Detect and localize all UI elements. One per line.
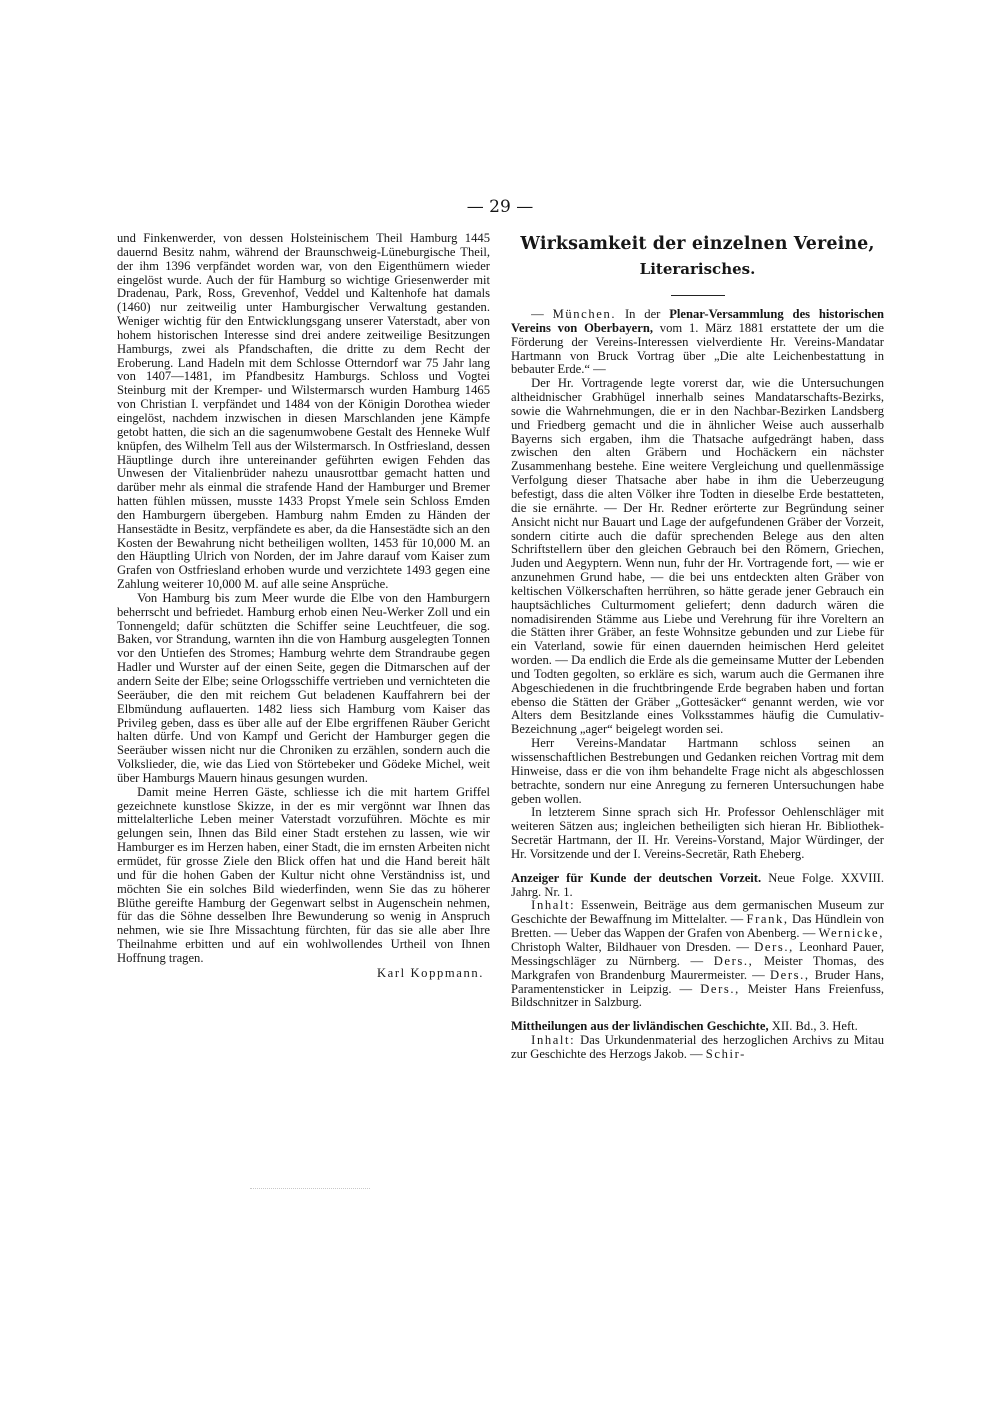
contents-text: Leonhard Pauer, Messingschläger zu Nürnberg. — xyxy=(511,939,884,968)
author-name: Schir- xyxy=(705,1046,746,1061)
mittheilungen-heading xyxy=(511,1020,884,1034)
contents-text: Meister Hans Freienfuss, Bildschnitzer in Salzburg. xyxy=(511,981,884,1010)
mittheilungen-contents xyxy=(511,1034,884,1062)
author-signature: Karl Koppmann. xyxy=(376,965,484,980)
meeting-name: Plenar-Versammlung des historischen Vereins von Oberbayern, xyxy=(511,307,884,335)
contents-text: Meister Thomas, des Markgrafen von Brandenburg Maurermeister. — xyxy=(511,953,884,982)
left-paragraph-2: Von Hamburg bis zum Meer wurde die Elbe von den Hamburgern beherrscht und befriedet. Hamburg erhob einen Neu-Werker Zoll und ein Tonnengeld; dafür schützten die Schiffer seine Leuchtfeuer, die sog. Baken, vor Strandung, warnten ihn die von Hamburg ausgelegten Tonnen vor den Untiefen des Stromes; Hamburg wehrte dem Strandraube gegen Hadler und Wurster auf der einen Seite, gegen die Ditmarschen auf der andern Seite der Elbe; seine Orlogsschiffe vertrieben und vernichteten die Seeräuber, die den mit reichem Gut beladenen Kauffahrern bei der Elbmündung auflauerten. 1482 liess sich Hamburg vom Kaiser das Privileg geben, dass es über alle auf der Elbe ergriffenen Räuber Gericht halten dürfe. Und von Kampf und Gericht der Hamburger gegen die Seeräuber wissen nicht nur die Chroniken zu erzählen, sondern auch die Volkslieder, die, wie das Lied von Störtebeker und Gödeke Michel, weit über Hamburgs Mauern hinaus gesungen wurden. xyxy=(117,590,490,785)
munich-report xyxy=(511,308,884,377)
munich-text: In der xyxy=(616,307,670,321)
author-name: Frank, xyxy=(746,912,789,927)
contents-text: Das Urkundenmaterial des herzoglichen Archivs zu Mitau zur Geschichte des Herzogs Jakob. — xyxy=(511,1033,884,1061)
contents-text: Bruder Hans, Paramentensticker in Leipzig. — xyxy=(511,967,884,996)
author-name: Ders., xyxy=(754,939,794,954)
page-number: — 29 — xyxy=(466,197,534,217)
anzeiger-heading xyxy=(511,872,884,900)
anzeiger-contents xyxy=(511,899,884,1010)
author-name: Ders., xyxy=(713,953,754,968)
anzeiger-title: Anzeiger für Kunde der deutschen Vorzeit. xyxy=(511,870,762,885)
divider xyxy=(250,1188,370,1189)
contents-label: Inhalt: xyxy=(531,898,576,913)
author-name: Ders., xyxy=(700,981,740,996)
mittheilungen-issue: XII. Bd., 3. Heft. xyxy=(768,1019,858,1034)
left-paragraph-3: Damit meine Herren Gäste, schliesse ich die mit hartem Griffel gezeichnete kunstlose Skizze, in der es mir vergönnt war Ihnen das mittelalterliche Leben meiner Vaterstadt vorzuführen. Möchte es mir gelungen sein, Ihnen das Bild einer Stadt erstehen zu lassen, wie wir Hamburger es im Herzen haben, einer Stadt, die im ernsten Arbeiten nicht ermüdet, für grosse Ziele den Blick offen hat und die Hand bereit hält und für die hohen Gaben der Kultur nicht ohne Verständniss ist, und möchten Sie ein solches Bild wiederfinden, wenn Sie das zu höherer Blüthe gereifte Hamburg der Gegenwart selbst in Augenschein nehmen, für das die Söhne desselben Ihre Bewunderung so wenig in Anspruch nehmen, wie sie Ihre Missachtung fürchten, für das sie alle aber Ihre Theilnahme erbitten und auf ein wohlwollendes Urtheil von Ihnen Hoffnung tragen. xyxy=(117,784,490,965)
author-name: Wernicke, xyxy=(818,926,884,941)
right-paragraph-3: Herr Vereins-Mandatar Hartmann schloss seinen an wissenschaftlichen Bestrebungen und Gedanken reichen Vortrag mit dem Hinweise, dass er die von ihm behandelte Frage nicht als abgeschlossen betrachte, sondern nur eine Anregung zu ferneren Untersuchungen habe geben wollen. xyxy=(511,736,884,806)
mittheilungen-title: Mittheilungen aus der livländischen Geschichte, xyxy=(511,1019,769,1034)
section-title: Wirksamkeit der einzelnen Vereine, xyxy=(520,234,875,254)
contents-text: Essenwein, Beiträge aus dem germanischen Museum zur Geschichte der Bewaffnung im Mittelalter. — xyxy=(511,898,884,927)
right-column xyxy=(511,232,884,1062)
right-paragraph-2: Der Hr. Vortragende legte vorerst dar, wie die Untersuchungen altheidnischer Grabhügel innerhalb seines Mandatarschafts-Bezirks, sowie die Wahrnehmungen, die er in den Nachbar-Bezirken Landsberg und Friedberg gemacht und die in ähnlicher Weise auch ausserhalb Bayerns sich ergaben, ihm die Thatsache aufgedrängt haben, dass zwischen den alten Gräbern und Hochäckern ein nächster Zusammenhang bestehe. Eine weitere Vergleichung und quellenmässige Verfolgung dieser Thatsache aber habe in ihm die Ueberzeugung befestigt, dass die alten Völker ihre Todten in dieselbe Erde bestatteten, die sie ernährte. — Der Hr. Redner erörterte zur Begründung seiner Ansicht nicht nur Bauart und Lage der aufgefundenen Gräber der Vorzeit, sondern citirte auch die dafür sprechenden Belege aus den alten Schriftstellern über den gleichen Gebrauch bei den Römern, Griechen, Juden und Aegyptern. Wenn nun, fuhr der Hr. Vortragende fort, — wie er anzunehmen Grund habe, — die bei uns entdeckten alten Gräber von keltischen Völkerschaften herrühren, so hätte gerade jener Gebrauch ein hauptsächliches Culturmoment geliefert; denn dadurch wären die nomadisirenden Stämme aus Liebe und Verehrung für ihre Voreltern an die Stätten ihrer Gräber, an feste Wohnsitze gebunden und zur Liebe für ein Vaterland, sowie für einen dauernden heimischen Herd geleitet worden. — Da endlich die Erde als die gemeinsame Mutter der Lebenden und Todten gegolten, so erkläre es sich, warum auch die Germanen ihre Abgeschiedenen in die fruchtbringende Erde begraben haben und fortan ebenso die Stätten der Gräber „Gottesäcker“ genannt werden, wie vor Alters dem Besitzlande eines Volksstammes häufig die Cumulativ-Bezeichnung „ager“ beigelegt worden sei. xyxy=(511,376,884,737)
left-column xyxy=(117,232,490,981)
munich-dash: — xyxy=(531,307,553,321)
left-paragraph-1: und Finkenwerder, von dessen Holsteinischem Theil Hamburg 1445 dauernd Besitz nahm, während der Braunschweig-Lüneburgische Theil, der ihm 1396 verpfändet worden war, von den Eigenthümern wieder eingelöst wurde. Auch der für Hamburg so wichtige Griesenwerder mit Dradenau, Park, Ross, Grevenhof, Veddel und Kaltenhofe hat damals (1460) nur zeitweilig unter Hamburgischer Verwaltung gestanden. Weniger wichtig für den Entwicklungsgang unserer Vaterstadt, aber von hohem historischen Interesse sind drei andere zeitweilige Besitzungen Hamburgs, zwei als Pfandschaften, die dritte zu dem Recht der Eroberung. Land Hadeln mit dem Schlosse Otterndorf war 75 Jahr lang von 1407—1481, im Pfandbesitz Hamburgs. Schloss und Vogtei Steinburg mit der Kremper- und Wilstermarsch wurden Hamburg 1465 von Christian I. verpfändet und 1484 von der Königin Dorothea wieder eingelöst, nachdem inzwischen in diesen Marschlanden jene Kämpfe getobt hatten, die sich an die sagenumwobene Gestalt des Henneke Wulf knüpfen, des Wilhelm Tell aus der Wilstermarsch. In Ostfriesland, dessen Häuptlinge durch ihre untereinander geführten ewigen Fehden das Unwesen der Vitalienbrüder nahezu unausrottbar gemacht hatten und darüber mehr als einmal die strafende Hand der Hamburger und Bremer hatten fühlen müssen, musste 1433 Propst Ymele sein Schloss Emden den Hamburgern übergeben. Hamburg nahm Emden zu Händen der Hansestädte in Besitz, verpfändete es aber, da die Hansestädte sich an den Kosten der Bewahrung nicht betheiligen wollten, 1453 für 10,000 M. an den Häuptling Ulrich von Norden, der im Jahre darauf vom Kaiser zum Grafen von Ostfriesland erhoben wurde und verzichtete 1493 gegen eine Zahlung weiterer 10,000 M. auf alle seine Ansprüche. xyxy=(117,231,490,592)
contents-label: Inhalt: xyxy=(531,1033,576,1048)
munich-text-rest: vom 1. März 1881 erstattete der um die Förderung der Vereins-Interessen vielverdiente Hr. Vereins-Mandatar Hartmann von Bruck Vortrag über „Die alte Leichenbestattung in bebauter Erde.“ — xyxy=(511,320,885,377)
section-subtitle: Literarisches. xyxy=(639,260,756,278)
contents-text: Das Hündlein von Bretten. — Ueber das Wappen der Grafen von Abenberg. — xyxy=(511,912,885,941)
contents-text: Christoph Walter, Bildhauer von Dresden. — xyxy=(511,939,755,954)
author-name: Ders., xyxy=(769,967,810,982)
title-divider xyxy=(671,295,725,296)
city-name: München. xyxy=(552,307,617,321)
anzeiger-issue: Neue Folge. XXVIII. Jahrg. Nr. 1. xyxy=(511,870,884,899)
right-paragraph-4: In letzterem Sinne sprach sich Hr. Professor Oehlenschläger mit weiteren Sätzen aus; ingleichen betheiligten sich hieran Hr. Bibliothek-Secretär Hartmann, der II. Hr. Vereins-Vorstand, Major Würdinger, der Hr. Vorsitzende und der I. Vereins-Secretär, Rath Eheberg. xyxy=(511,805,884,861)
